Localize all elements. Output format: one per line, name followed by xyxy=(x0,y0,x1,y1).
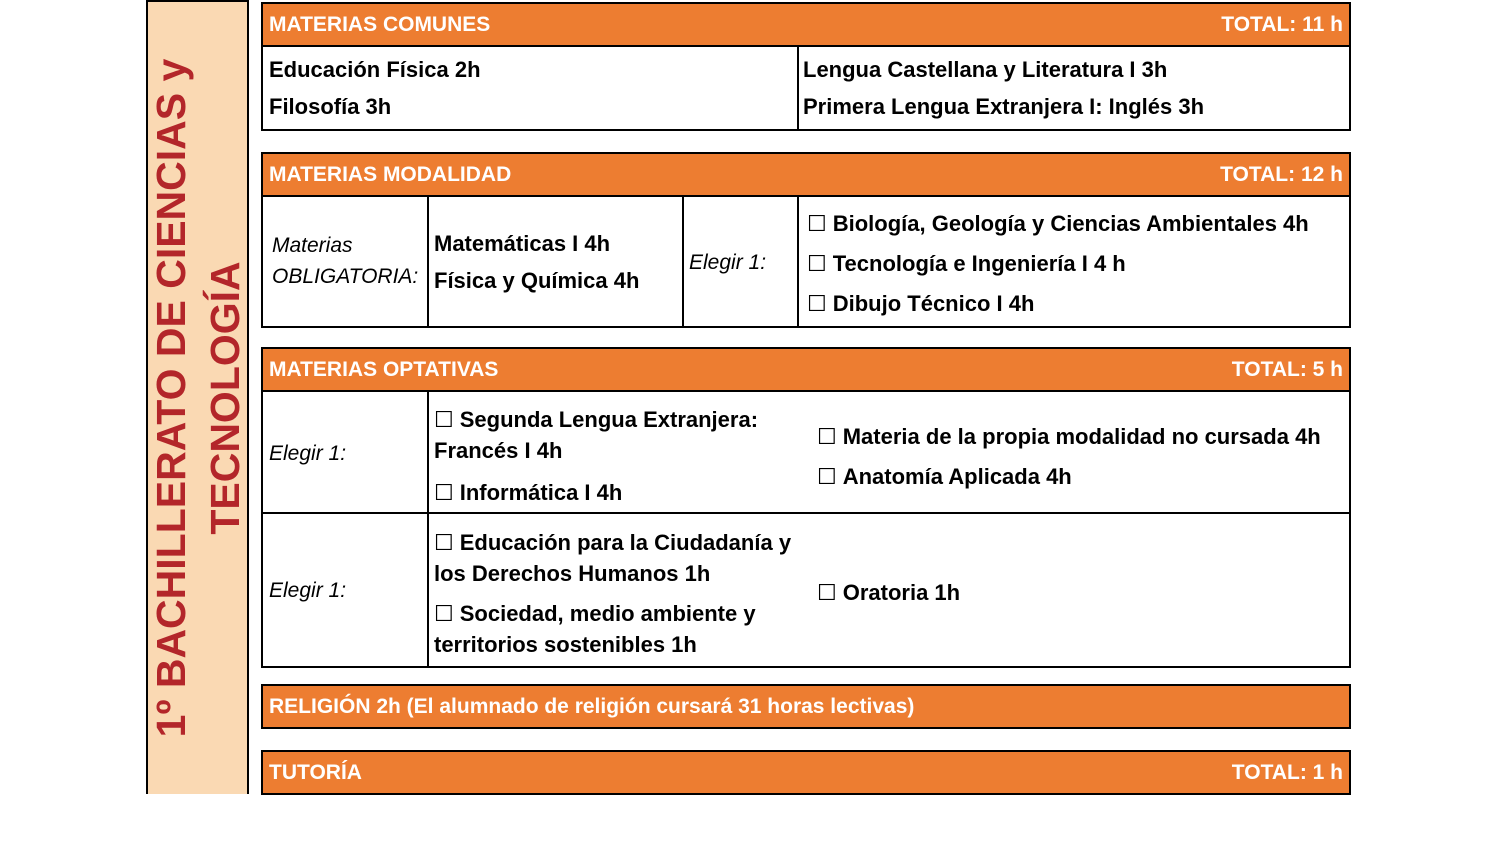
option-anatomia[interactable] xyxy=(817,464,1072,490)
subject-fisica-quimica: Física y Química 4h xyxy=(434,268,640,293)
comunes-total: TOTAL: 11 h xyxy=(1221,12,1343,36)
checkbox-icon[interactable]: ☐ xyxy=(817,424,837,449)
option-informatica[interactable] xyxy=(434,480,622,506)
option-ciudadania[interactable] xyxy=(434,527,814,589)
religion-header xyxy=(261,684,1351,729)
optativas-elegir-label-1: Elegir 1: xyxy=(269,442,347,465)
modalidad-header-title: MATERIAS MODALIDAD xyxy=(269,162,512,186)
subject-filosofia: Filosofía 3h xyxy=(269,94,392,119)
optativas-total: TOTAL: 5 h xyxy=(1231,357,1343,381)
option-label: Segunda Lengua Extranjera: Francés I 4h xyxy=(434,407,759,463)
option-label: Sociedad, medio ambiente y territorios sostenibles 1h xyxy=(434,601,756,657)
checkbox-icon[interactable]: ☐ xyxy=(817,464,837,489)
optativas-table xyxy=(261,392,1351,668)
subject-ingles: Primera Lengua Extranjera I: Inglés 3h xyxy=(803,94,1205,119)
checkbox-icon[interactable]: ☐ xyxy=(807,251,827,276)
comunes-header-title: MATERIAS COMUNES xyxy=(269,12,491,36)
divider xyxy=(797,197,799,326)
religion-text: RELIGIÓN 2h (El alumnado de religión cursará 31 horas lectivas) xyxy=(269,694,915,718)
checkbox-icon[interactable]: ☐ xyxy=(434,530,454,555)
option-segunda-lengua[interactable] xyxy=(434,404,804,466)
divider xyxy=(797,47,799,129)
checkbox-icon[interactable]: ☐ xyxy=(434,480,454,505)
checkbox-icon[interactable]: ☐ xyxy=(807,291,827,316)
obligatoria-label-line2: OBLIGATORIA: xyxy=(272,265,419,288)
subject-lengua-castellana: Lengua Castellana y Literatura I 3h xyxy=(803,57,1168,82)
divider xyxy=(682,197,684,326)
subject-educacion-fisica: Educación Física 2h xyxy=(269,57,481,82)
checkbox-icon[interactable]: ☐ xyxy=(807,211,827,236)
option-sociedad[interactable] xyxy=(434,598,804,660)
option-label: Dibujo Técnico I 4h xyxy=(832,291,1035,316)
comunes-header xyxy=(261,2,1351,47)
elegir-label: Elegir 1: xyxy=(689,251,767,274)
option-label: Biología, Geología y Ciencias Ambientales 4h xyxy=(832,211,1309,236)
option-label: Educación para la Ciudadanía y los Derechos Humanos 1h xyxy=(434,530,792,586)
course-title: 1º BACHILLERATO DE CIENCIAS y TECNOLOGÍA xyxy=(147,58,248,738)
divider xyxy=(427,197,429,326)
modalidad-header xyxy=(261,152,1351,197)
option-materia-modalidad[interactable] xyxy=(817,424,1321,450)
optativas-header xyxy=(261,347,1351,392)
comunes-table xyxy=(261,47,1351,131)
divider xyxy=(427,392,429,666)
option-label: Anatomía Aplicada 4h xyxy=(842,464,1072,489)
checkbox-icon[interactable]: ☐ xyxy=(434,601,454,626)
modalidad-table xyxy=(261,197,1351,328)
modalidad-total: TOTAL: 12 h xyxy=(1220,162,1343,186)
option-oratoria[interactable] xyxy=(817,580,960,606)
tutoria-total: TOTAL: 1 h xyxy=(1231,760,1343,784)
tutoria-header xyxy=(261,750,1351,795)
option-tecnologia[interactable] xyxy=(807,251,1126,277)
option-label: Materia de la propia modalidad no cursada 4h xyxy=(842,424,1321,449)
option-biologia[interactable] xyxy=(807,211,1309,237)
sidebar-panel xyxy=(146,0,249,794)
subject-matematicas: Matemáticas I 4h xyxy=(434,231,611,256)
optativas-elegir-label-2: Elegir 1: xyxy=(269,579,347,602)
option-label: Informática I 4h xyxy=(459,480,623,505)
checkbox-icon[interactable]: ☐ xyxy=(434,407,454,432)
option-label: Oratoria 1h xyxy=(842,580,961,605)
option-label: Tecnología e Ingeniería I 4 h xyxy=(832,251,1126,276)
tutoria-header-title: TUTORÍA xyxy=(269,760,362,784)
checkbox-icon[interactable]: ☐ xyxy=(817,580,837,605)
option-dibujo[interactable] xyxy=(807,291,1034,317)
optativas-header-title: MATERIAS OPTATIVAS xyxy=(269,357,499,381)
obligatoria-label-line1: Materias xyxy=(272,234,353,257)
divider xyxy=(263,512,1349,514)
